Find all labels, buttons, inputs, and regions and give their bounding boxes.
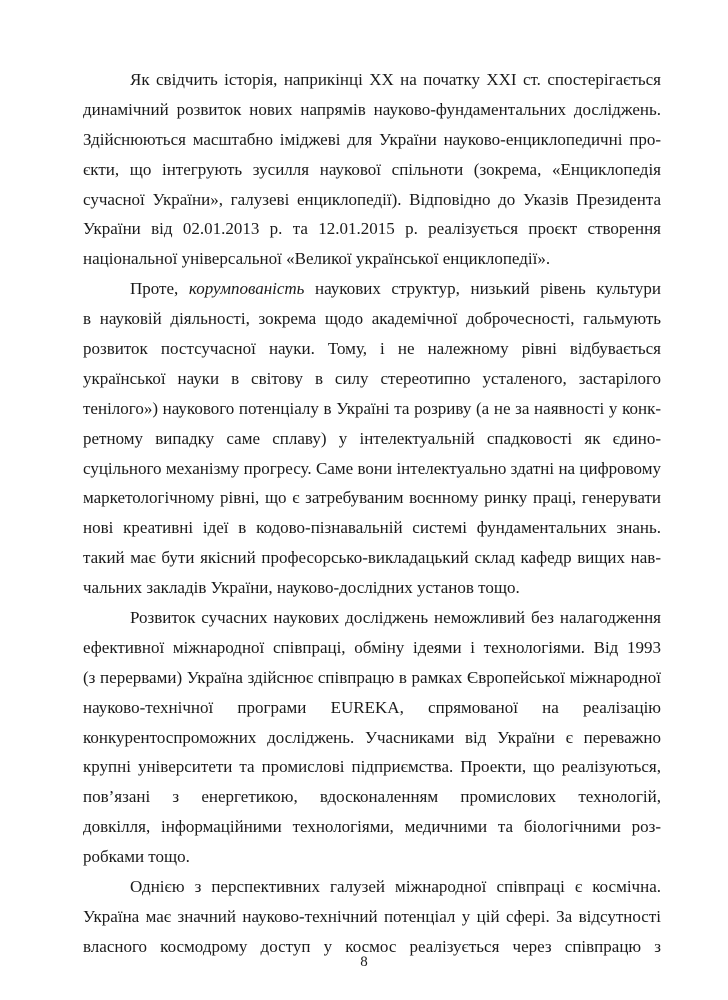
paragraph-2 (83, 274, 661, 603)
text-line: пов’язані з енергетикою, вдосконаленням промислових технологій, (83, 787, 661, 807)
text-line: (з перервами) Україна здійснює співпрацю в рамках Європейської міжнародної (83, 667, 661, 687)
text-line: української науки в світову в силу стереотипно усталеного, застарілого (83, 368, 661, 388)
text-line: Однією з перспективних галузей міжнародної співпраці є космічна. (130, 877, 661, 897)
text-line: довкілля, інформаційними технологіями, медичними та біологічними роз- (83, 817, 661, 837)
text-line: маркетологічному рівні, що є затребуваним воєнному ринку праці, генерувати (83, 488, 661, 508)
text-line: динамічний розвиток нових напрямів науково-фундаментальних досліджень. (83, 99, 661, 119)
text-line: Як свідчить історія, наприкінці XX на початку XXI ст. спостерігається (130, 70, 661, 89)
text-span: Проте, (130, 279, 189, 299)
text-line: Україна має значний науково-технічний потенціал у цій сфері. За відсутності (83, 906, 661, 926)
text-line: науково-технічної програми EUREKA, спрямованої на реалізацію (83, 697, 661, 717)
text-line: розвиток постсучасної науки. Тому, і не належному рівні відбувається (83, 339, 661, 359)
text-line: ефективної міжнародної співпраці, обміну ідеями і технологіями. Від 1993 (83, 637, 661, 657)
page-number: 8 (360, 954, 368, 970)
text-line: сучасної України», галузеві енциклопедії). Відповідно до Указів Президента (83, 189, 661, 209)
italic-term: корумпованість (188, 279, 305, 299)
text-line: Розвиток сучасних наукових досліджень неможливий без налагодження (130, 608, 661, 628)
text-line: крупні університети та промислові підприємства. Проекти, що реалізуються, (83, 757, 661, 777)
text-line: ретному випадку саме сплаву) у інтелектуальній спадковості як єдино- (83, 428, 661, 448)
text-line: в науковій діяльності, зокрема щодо академічної доброчесності, гальмують (83, 309, 661, 329)
text-line: робками тощо. (83, 847, 190, 867)
text-line: Здійснюються масштабно іміджеві для України науково-енциклопедичні про- (83, 129, 661, 149)
text-line (83, 274, 661, 304)
paragraph-3 (83, 603, 661, 872)
text-line: такий має бути якісний професорсько-викладацький склад кафедр вищих нав- (83, 548, 661, 568)
text-line: чальних закладів України, науково-дослідних установ тощо. (83, 578, 520, 598)
text-line: нові креативні ідеї в кодово-пізнавальній системі фундаментальних знань. (83, 518, 661, 538)
text-line: власного космодрому доступ у космос реалізується через співпрацю з (83, 936, 661, 956)
paragraph-4 (83, 872, 661, 962)
text-line: України від 02.01.2013 р. та 12.01.2015 р. реалізується проєкт створення (83, 219, 661, 239)
page-body (83, 65, 661, 962)
text-line: національної універсальної «Великої української енциклопедії». (83, 249, 551, 269)
text-line: конкурентоспроможних досліджень. Учасниками від України є переважно (83, 727, 661, 747)
text-line: суцільного механізму прогресу. Саме вони інтелектуально здатні на цифровому (83, 458, 661, 478)
text-line: єкти, що інтегрують зусилля наукової спільноти (зокрема, «Енциклопедія (83, 159, 661, 179)
text-span: наукових структур, низький рівень культури (304, 279, 661, 299)
text-line: тенілого») наукового потенціалу в Україні та розриву (а не за наявності у конк- (83, 398, 661, 418)
paragraph-1 (83, 65, 661, 274)
